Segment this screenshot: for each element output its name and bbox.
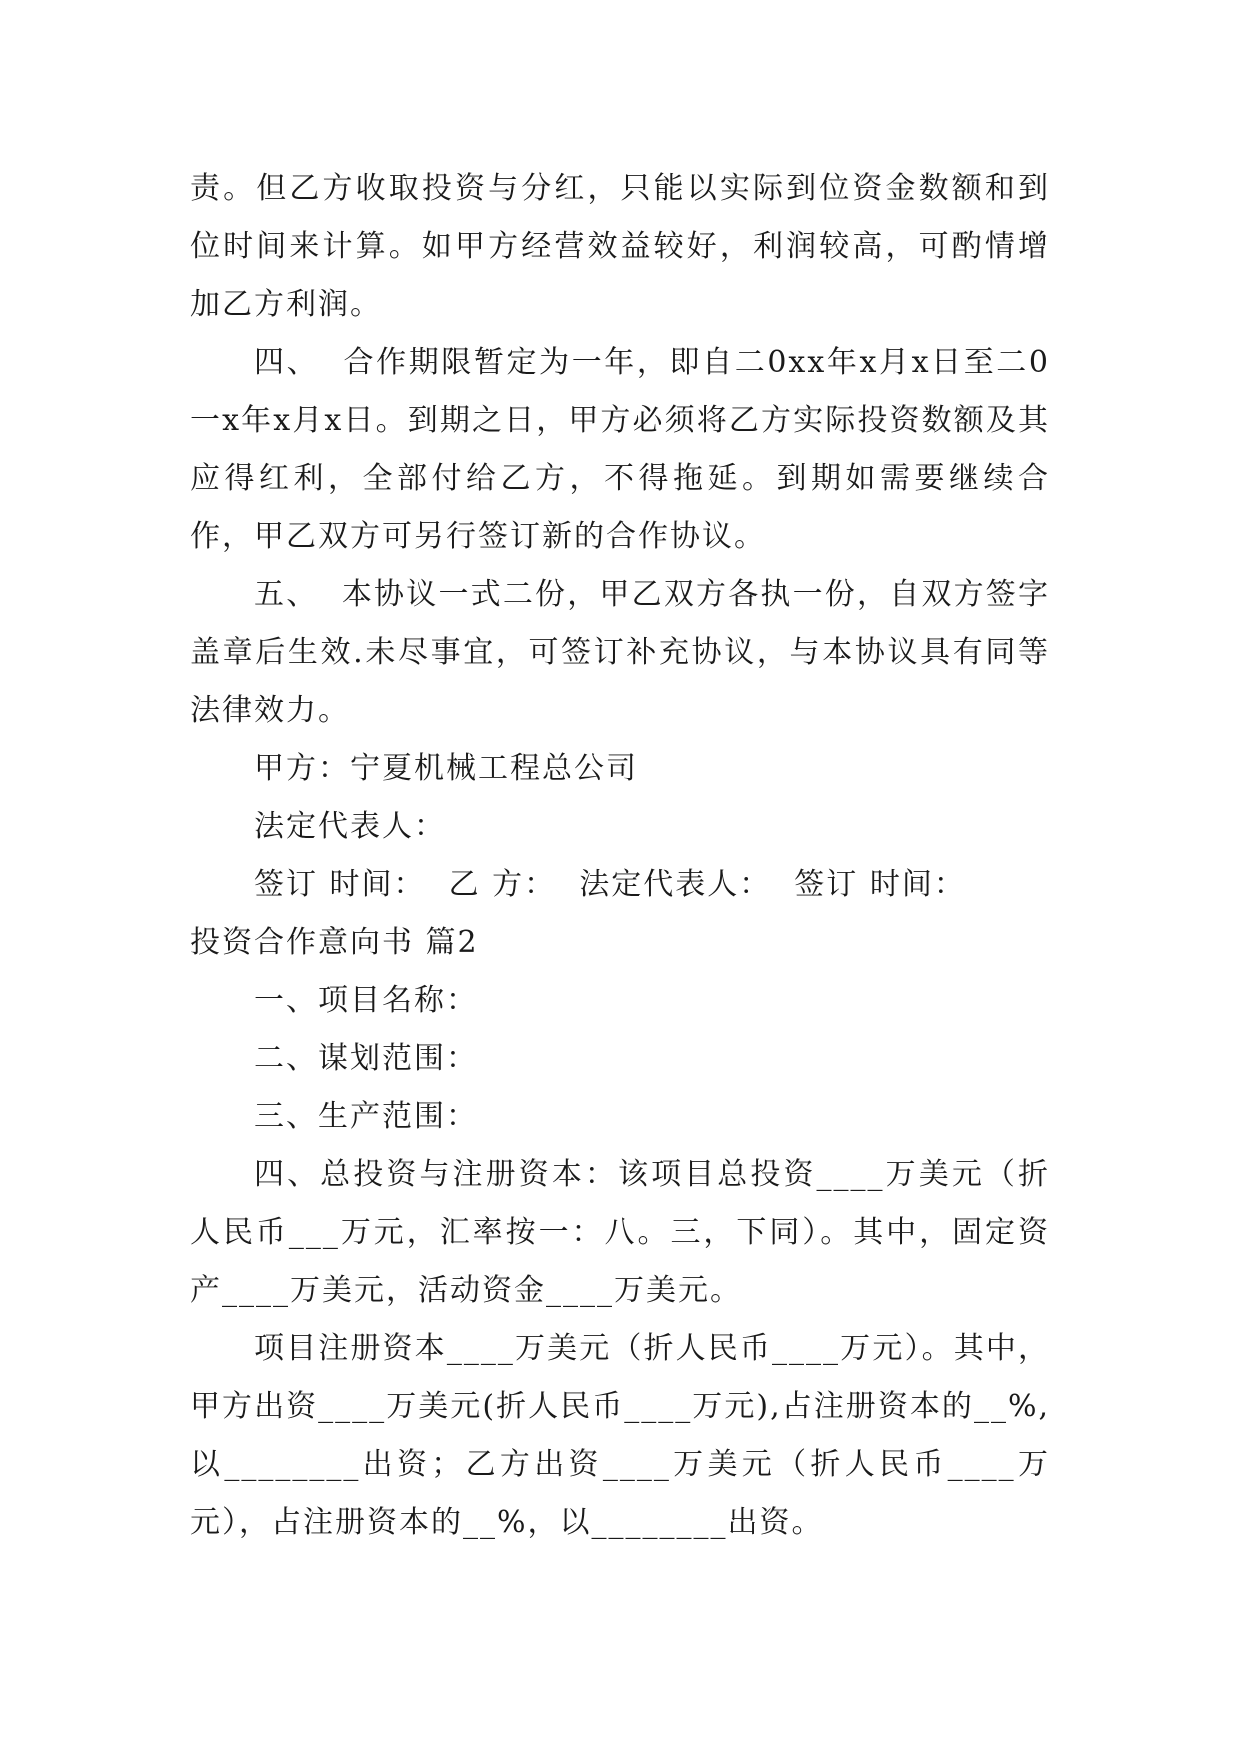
total-investment-paragraph: 四、总投资与注册资本：该项目总投资____万美元（折人民币___万元，汇率按一：八。三，下同）。其中，固定资产____万美元，活动资金____万美元。 bbox=[190, 1157, 1050, 1308]
paragraph-cooperation-period: 四、 合作期限暂定为一年，即自二0xx年x月x日至二0一x年x月x日。到期之日，甲方必须将乙方实际投资数额及其应得红利，全部付给乙方，不得拖延。到期如需要继续合作，甲乙双方可另行签订新的合作协议。 bbox=[190, 345, 1050, 554]
registered-capital-paragraph: 项目注册资本____万美元（折人民币____万元）。其中，甲方出资____万美元(折人民币____万元),占注册资本的__%,以________出资；乙方出资____万美元（折人民币____万元），占注册资本的__%，以________出资。 bbox=[190, 1331, 1050, 1540]
document-body bbox=[190, 160, 1050, 1552]
business-scope-line: 二、谋划范围： bbox=[254, 1041, 478, 1076]
paragraph-agreement-copies: 五、 本协议一式二份，甲乙双方各执一份，自双方签字盖章后生效.未尽事宜，可签订补充协议，与本协议具有同等法律效力。 bbox=[190, 577, 1050, 728]
section-title: 投资合作意向书 篇2 bbox=[190, 925, 479, 960]
project-name-line: 一、项目名称： bbox=[254, 983, 478, 1018]
legal-representative-line: 法定代表人： bbox=[254, 809, 446, 844]
signature-line: 签订 时间： 乙 方： 法定代表人： 签订 时间： bbox=[254, 867, 966, 902]
paragraph-profit-terms: 责。但乙方收取投资与分红，只能以实际到位资金数额和到位时间来计算。如甲方经营效益较好，利润较高，可酌情增加乙方利润。 bbox=[190, 171, 1050, 322]
production-scope-line: 三、生产范围： bbox=[254, 1099, 478, 1134]
party-a-line: 甲方：宁夏机械工程总公司 bbox=[254, 751, 638, 786]
